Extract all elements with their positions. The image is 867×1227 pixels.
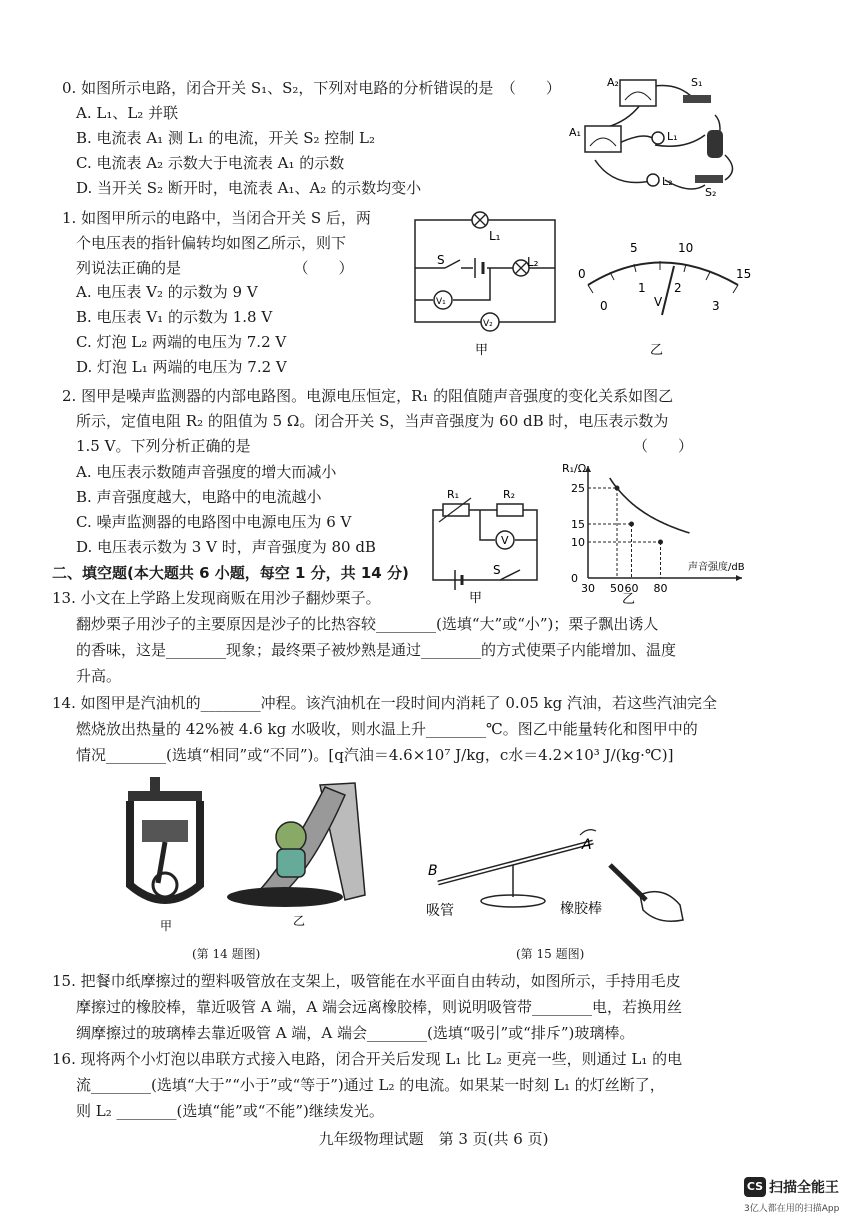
q16-line-1: 16. 现将两个小灯泡以串联方式接入电路，闭合开关后发现 L₁ 比 L₂ 更亮一些，则通过 L₁ 的电 [52, 1050, 683, 1068]
q12-stem-2: 所示，定值电阻 R₂ 的阻值为 5 Ω。闭合开关 S，当声音强度为 60 dB 时，电压表示数为 [76, 412, 669, 430]
q13-line-4: 升高。 [76, 667, 122, 685]
svg-text:甲: 甲 [160, 919, 173, 933]
chart-x-tick: 80 [653, 582, 668, 595]
svg-text:L₁: L₁ [489, 229, 501, 243]
q10-option-b: B. 电流表 A₁ 测 L₁ 的电流，开关 S₂ 控制 L₂ [76, 129, 376, 147]
svg-text:10: 10 [678, 241, 694, 255]
svg-text:S: S [493, 563, 501, 577]
chart-y-tick: 25 [571, 482, 585, 495]
svg-text:V: V [654, 295, 663, 309]
svg-text:15: 15 [736, 267, 752, 281]
fig14-caption: (第 14 题图) [192, 947, 261, 961]
q13-line-1: 13. 小文在上学路上发现商贩在用沙子翻炒栗子。 [52, 589, 381, 607]
svg-text:S: S [437, 253, 445, 267]
q12-option-b: B. 声音强度越大，电路中的电流越小 [76, 488, 322, 506]
q14-engine-figure [120, 775, 210, 935]
chart-series-line [610, 478, 690, 533]
q14-line-1: 14. 如图甲是汽油机的________冲程。该汽油机在一段时间内消耗了 0.05 kg 汽油，若这些汽油完全 [52, 694, 718, 712]
q14-line-2: 燃烧放出热量的 42%被 4.6 kg 水吸收，则水温上升________℃。图乙中能量转化和图甲中的 [76, 720, 698, 738]
chart-x-tick: 50 [610, 582, 624, 595]
svg-text:乙: 乙 [650, 343, 664, 358]
q12-resistance-chart [560, 458, 750, 608]
q10-circuit-figure [565, 70, 750, 205]
q11-option-c: C. 灯泡 L₂ 两端的电压为 7.2 V [76, 333, 287, 351]
q11-stem-2: 个电压表的指针偏转均如图乙所示，则下 [76, 234, 347, 252]
q16-line-3: 则 L₂ ________(选填“能”或“不能”)继续发光。 [76, 1102, 384, 1120]
svg-text:L₂: L₂ [527, 255, 539, 269]
svg-text:A: A [582, 837, 592, 853]
chart-x-tick: 30 [581, 582, 595, 595]
svg-text:S₂: S₂ [705, 186, 717, 199]
q11-circuit-jia [405, 210, 565, 360]
section-2-heading: 二、填空题(本大题共 6 小题，每空 1 分，共 14 分) [52, 564, 409, 582]
q10-option-d: D. 当开关 S₂ 断开时，电流表 A₁、A₂ 的示数均变小 [76, 179, 422, 197]
q16-line-2: 流________(选填“大于”“小于”或“等于”)通过 L₂ 的电流。如果某一时刻 L₁ 的灯丝断了， [76, 1076, 665, 1094]
camscanner-name: 扫描全能王 [769, 1180, 839, 1196]
q11-option-b: B. 电压表 V₁ 的示数为 1.8 V [76, 308, 273, 326]
chart-x-tick: 60 [624, 582, 639, 595]
q11-option-d: D. 灯泡 L₁ 两端的电压为 7.2 V [76, 358, 287, 376]
q11-stem-1: 1. 如图甲所示的电路中，当闭合开关 S 后，两 [62, 209, 371, 227]
svg-text:L₂: L₂ [662, 175, 673, 188]
q12-option-c: C. 噪声监测器的电路图中电源电压为 6 V [76, 513, 352, 531]
svg-text:3: 3 [712, 299, 720, 313]
q14-slide-figure [225, 775, 375, 935]
chart-y-tick: 0 [571, 572, 578, 585]
svg-text:R₁: R₁ [447, 488, 460, 501]
svg-text:0: 0 [600, 299, 608, 313]
chart-y-tick: 15 [571, 518, 585, 531]
camscanner-logo [744, 1177, 839, 1197]
q10-option-c: C. 电流表 A₂ 示数大于电流表 A₁ 的示数 [76, 154, 345, 172]
svg-text:0: 0 [578, 267, 586, 281]
svg-text:2: 2 [674, 281, 682, 295]
svg-text:橡胶棒: 橡胶棒 [560, 901, 602, 917]
q11-stem-3: 列说法正确的是 （ ） [76, 259, 354, 277]
q13-line-2: 翻炒栗子用沙子的主要原因是沙子的比热容较________(选填“大”或“小”)；栗子飘出诱人 [76, 615, 659, 633]
chart-point [658, 540, 663, 545]
svg-text:B: B [428, 863, 438, 879]
q15-line-2: 摩擦过的橡胶棒，靠近吸管 A 端，A 端会远离橡胶棒，则说明吸管带________电，若换用丝 [76, 998, 682, 1016]
svg-text:V₂: V₂ [483, 319, 493, 329]
q11-option-a: A. 电压表 V₂ 的示数为 9 V [76, 283, 258, 301]
q15-line-3: 绸摩擦过的玻璃棒去靠近吸管 A 端，A 端会________(选填“吸引”或“排斥”)玻璃棒。 [76, 1024, 635, 1042]
chart-ylabel: R₁/Ω [562, 462, 587, 475]
svg-text:5: 5 [630, 241, 638, 255]
svg-text:V: V [501, 534, 509, 547]
camscanner-tagline: 3亿人都在用的扫描App [744, 1204, 840, 1214]
camscanner-badge-icon: CS [744, 1177, 766, 1197]
svg-text:乙: 乙 [293, 914, 306, 928]
q12-stem-3: 1.5 V。下列分析正确的是 （ ） [76, 437, 693, 455]
fig15-caption: (第 15 题图) [516, 947, 585, 961]
chart-point [629, 522, 634, 527]
svg-text:乙: 乙 [622, 592, 636, 607]
svg-text:V₁: V₁ [436, 297, 446, 307]
chart-xlabel: 声音强度/dB [688, 562, 745, 573]
q10-option-a: A. L₁、L₂ 并联 [76, 104, 179, 122]
q12-option-d: D. 电压表示数为 3 V 时，声音强度为 80 dB [76, 538, 376, 556]
svg-text:甲: 甲 [475, 343, 489, 358]
svg-text:吸管: 吸管 [426, 903, 454, 919]
svg-text:甲: 甲 [469, 591, 483, 605]
q14-line-3: 情况________(选填“相同”或“不同”)。[q汽油＝4.6×10⁷ J/kg，c水＝4.2×10³ J/(kg·℃)] [76, 746, 674, 764]
svg-text:A₁: A₁ [569, 126, 581, 139]
q12-stem-1: 2. 图甲是噪声监测器的内部电路图。电源电压恒定，R₁ 的阻值随声音强度的变化关系如图乙 [62, 387, 674, 405]
page-footer: 九年级物理试题 第 3 页(共 6 页) [318, 1130, 549, 1148]
chart-y-tick: 10 [571, 536, 585, 549]
svg-text:A₂: A₂ [607, 76, 619, 89]
svg-text:S₁: S₁ [691, 76, 703, 89]
q12-option-a: A. 电压表示数随声音强度的增大而减小 [76, 463, 337, 481]
q13-line-3: 的香味，这是________现象；最终栗子被炒熟是通过________的方式使栗子内能增加、温度 [76, 641, 677, 659]
q15-line-1: 15. 把餐巾纸摩擦过的塑料吸管放在支架上，吸管能在水平面自由转动，如图所示，手持用毛皮 [52, 972, 681, 990]
q15-straw-figure [418, 825, 688, 935]
svg-text:R₂: R₂ [503, 488, 516, 501]
q11-voltmeter-yi [570, 230, 755, 360]
svg-text:1: 1 [638, 281, 646, 295]
q12-circuit-jia [425, 480, 550, 605]
svg-text:L₁: L₁ [667, 130, 678, 143]
q10-stem: 0. 如图所示电路，闭合开关 S₁、S₂，下列对电路的分析错误的是 （ ） [62, 79, 561, 97]
